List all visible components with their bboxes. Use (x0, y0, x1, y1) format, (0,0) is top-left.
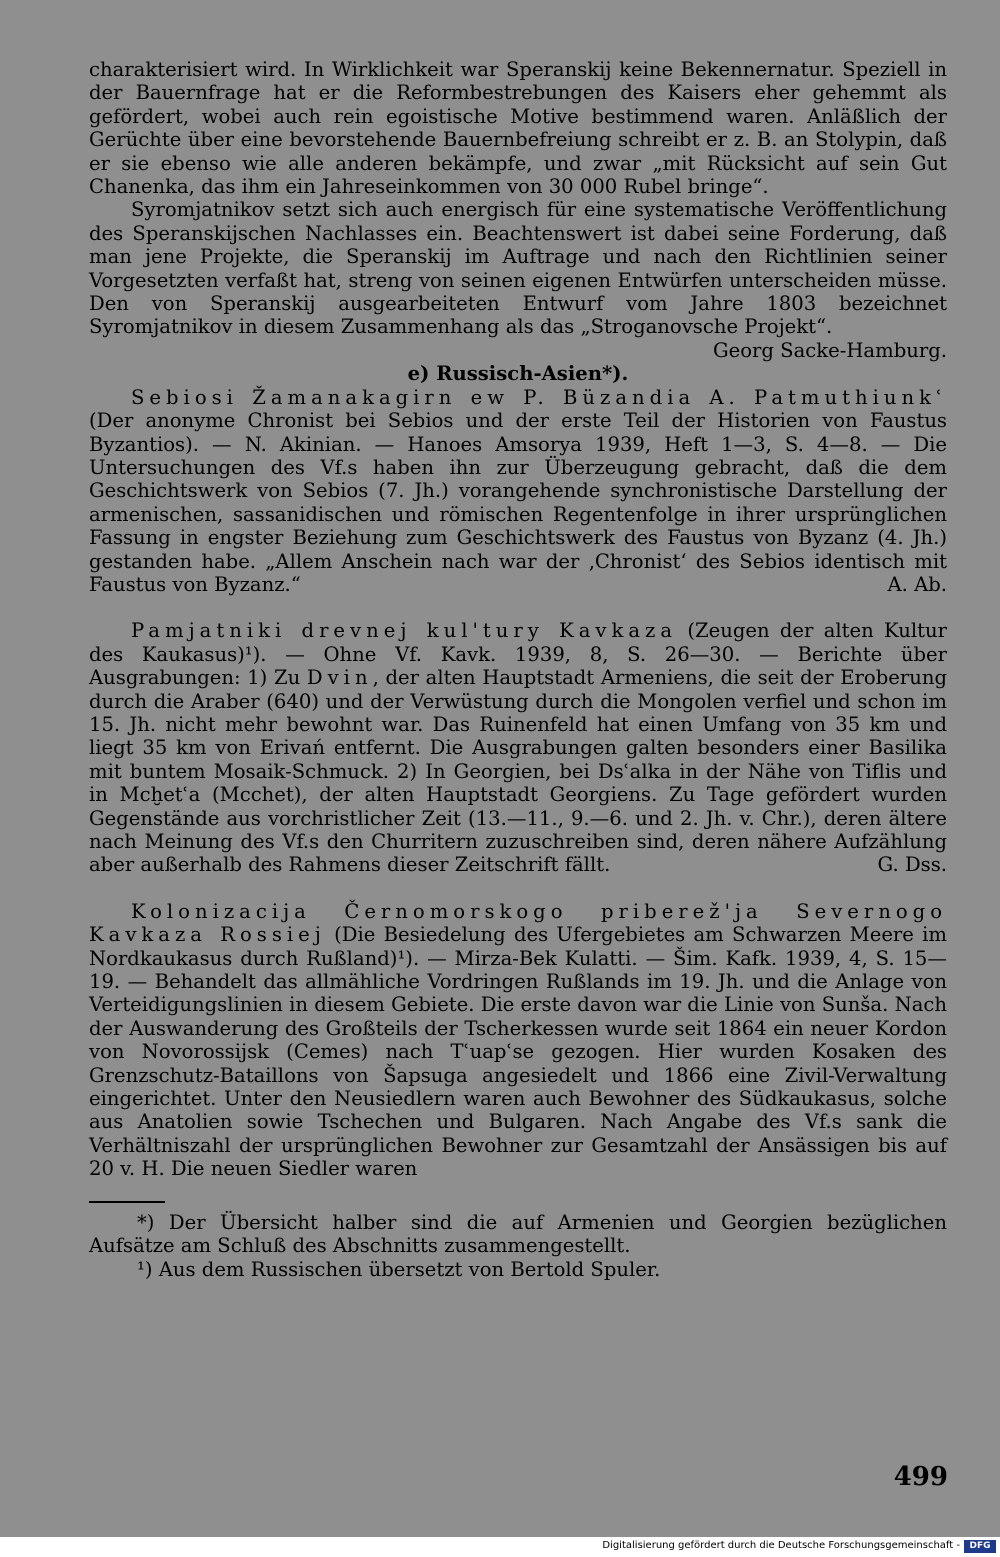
footnote-rule (89, 1201, 165, 1203)
footnote-mark: *) (137, 1210, 155, 1234)
footnote-mark: ¹) (137, 1257, 153, 1281)
place-name: Dvin (306, 666, 373, 690)
entry-kolonizacija (89, 900, 947, 1181)
entry-pamjatniki (89, 619, 947, 876)
footnote-star (89, 1211, 947, 1258)
entry-signature: G. Dss. (877, 853, 947, 877)
entry-title: Pamjatniki drevnej kul'tury Kavkaza (131, 619, 678, 643)
footnote-text: Aus dem Russischen übersetzt von Bertold Spuler. (158, 1257, 661, 1281)
signature-sacke: Georg Sacke-Hamburg. (713, 338, 947, 362)
entry-title: Sebiosi Žamanakagirn ew P. Büzandia A. Patmuthiunkʿ (131, 385, 947, 409)
digitization-footer (0, 1537, 1000, 1557)
text-column (89, 58, 947, 1281)
entry-sebios (89, 386, 947, 597)
footnote-text: Der Übersicht halber sind die auf Armenien und Georgien bezüglichen Aufsätze am Schluß des Abschnitts zusammengestellt. (89, 1210, 947, 1258)
entry-title: Kolonizacija Černomorskogo priberež'ja Severnogo Kavkaza Rossiej (89, 899, 947, 947)
entry-text-continued: , der alten Hauptstadt Armeniens, die seit der Eroberung durch die Araber (640) und der Verwüstung durch die Mongolen verfiel und schon im 15. Jh. nicht mehr bewohnt war. Das Ruinenfeld hat einen Umfang von 35 km und liegt 35 km von Erivań entfernt. Die Ausgrabungen galten besonders einer Basilika mit buntem Mosaik-Schmuck. 2) In Georgien, bei Dsʿalka in der Nähe von Tiflis und in Mcḫetʿa (Mcchet), der alten Hauptstadt Georgiens. Zu Tage gefördert wurden Gegenstände aus vorchristlicher Zeit (13.—11., 9.—6. und 2. Jh. v. Chr.), deren ältere nach Meinung des Vf.s den Churritern zuzuschreiben sind, deren nähere Aufzählung aber außerhalb des Rahmens dieser Zeitschrift fällt. (89, 666, 947, 877)
entry-text: (Die Besiedelung des Ufergebietes am Schwarzen Meere im Nordkaukasus durch Rußland)¹). — Mirza-Bek Kulatti. — Šim. Kafk. 1939, 4, S. 15—19. — Behandelt das allmähliche Vordringen Rußlands im 19. Jh. und die Anlage von Verteidigungslinien in diesem Gebiete. Die erste davon war die Linie von Sunša. Nach der Auswanderung des Großteils der Tscherkessen wurde seit 1864 ein neuer Kordon von Novorossijsk (Cemes) nach Tʿuapʿse gezogen. Hier wurden Kosaken des Grenzschutz-Bataillons von Šapsuga angesiedelt und 1866 eine Zivil-Verwaltung eingerichtet. Unter den Neusiedlern waren auch Bewohner des Südkaukasus, solche aus Anatolien sowie Tschechen und Bulgaren. Nach Angabe des Vf.s sank die Verhältniszahl der ursprünglichen Bewohner zur Gesamtzahl der Ansässigen bis auf 20 v. H. Die neuen Siedler waren (89, 923, 947, 1181)
spacer (89, 877, 947, 900)
entry-text: (Der anonyme Chronist bei Sebios und der erste Teil der Historien von Faustus Byzantios). — N. Akinian. — Hanoes Amsorya 1939, Heft 1—3, S. 4—8. — Die Untersuchungen des Vf.s haben ihn zur Überzeugung gebracht, daß die dem Geschichtswerk von Sebios (7. Jh.) vorangehende synchronistische Darstellung der armenischen, sassanidischen und römischen Regentenfolge in ihrer ursprünglichen Fassung in engster Beziehung zum Geschichtswerk des Faustus von Byzanz (4. Jh.) gestanden habe. „Allem Anschein nach war der ‚Chronist‘ des Sebios identisch mit Faustus von Byzanz.“ (89, 409, 947, 596)
section-heading: e) Russisch-Asien*). (407, 362, 629, 386)
spacer (89, 596, 947, 619)
paragraph-syromjatnikov: Syromjatnikov setzt sich auch energisch für eine systematische Veröffentlichung des Speranskijschen Nachlasses ein. Beachtenswert ist dabei seine Forderung, daß man jene Projekte, die Speranskij im Auftrage und nach den Richtlinien seiner Vorgesetzten verfaßt hat, streng von seinen eigenen Entwürfen unterscheiden müsse. Den von Speranskij ausgearbeiteten Entwurf vom Jahre 1803 bezeichnet Syromjatnikov in diesem Zusammenhang als das „Stroganovsche Projekt“. (89, 198, 947, 339)
page-number: 499 (893, 1462, 948, 1492)
paragraph-continuation: charakterisiert wird. In Wirklichkeit war Speranskij keine Bekennernatur. Speziell in der Bauernfrage hat er die Reformbestrebungen des Kaisers eher gehemmt als gefördert, wobei auch rein egoistische Motive bestimmend waren. Anläßlich der Gerüchte über eine bevorstehende Bauernbefreiung schreibt er z. B. an Stolypin, daß er sie ebenso wie alle anderen bekämpfe, und zwar „mit Rücksicht auf sein Gut Chanenka, das ihm ein Jahreseinkommen von 30 000 Rubel bringe“. (89, 58, 947, 199)
footer-credit: Digitalisierung gefördert durch die Deutsche Forschungsgemeinschaft - (602, 1540, 960, 1551)
dfg-logo-icon: DFG (964, 1540, 996, 1553)
footnote-one (89, 1258, 947, 1281)
entry-text: (Zeugen der alten Kultur des Kaukasus)¹). — Ohne Vf. Kavk. 1939, 8, S. 26—30. — Berichte über Ausgrabungen: 1) Zu (89, 619, 947, 690)
entry-signature: A. Ab. (887, 572, 947, 596)
